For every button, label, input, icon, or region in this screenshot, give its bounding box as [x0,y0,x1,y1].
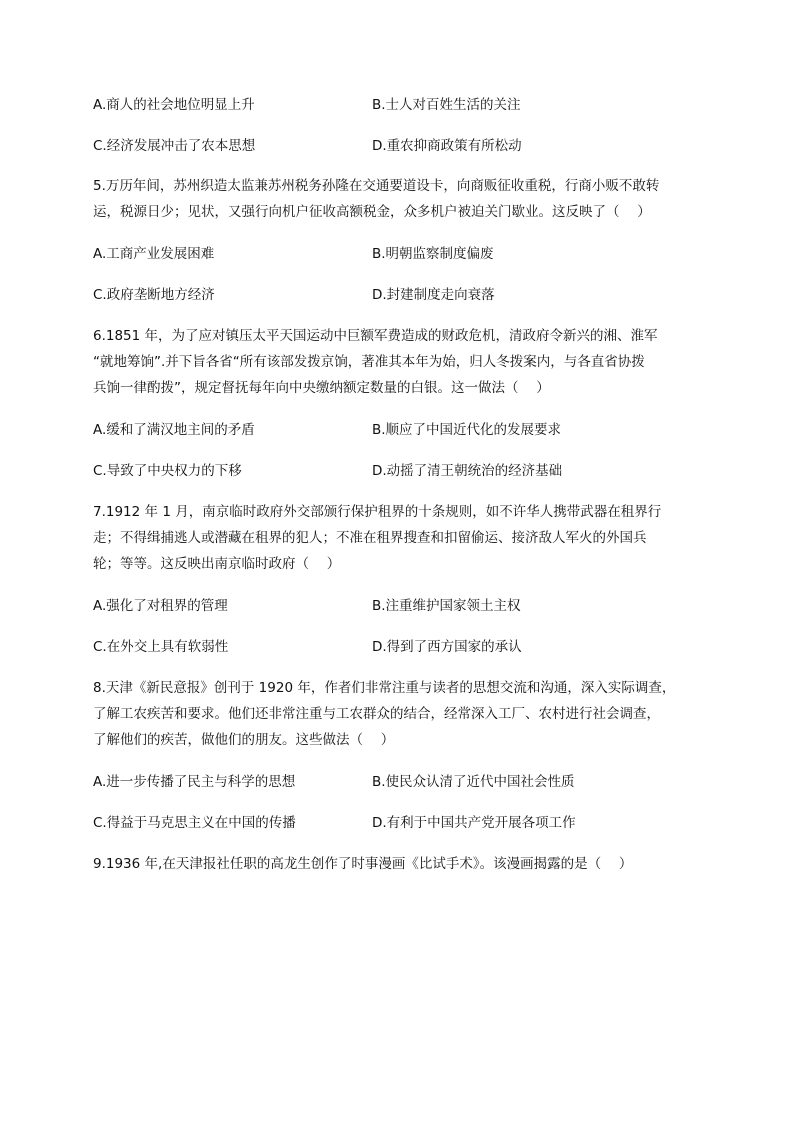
q7-option-a: A.强化了对租界的管理 [93,598,228,614]
q4-option-b: B.士人对百姓生活的关注 [372,97,521,113]
q5-option-b: B.明朝监察制度偏废 [372,246,494,262]
q4-option-c: C.经济发展冲击了农本思想 [93,138,256,154]
q6-option-c: C.导致了中央权力的下移 [93,463,242,479]
q4-option-d: D.重农抑商政策有所松动 [372,138,522,154]
q6-stem-line-1: 6.1851 年，为了应对镇压太平天国运动中巨额军费造成的财政危机，清政府令新兴的湘、淮军 [93,328,658,344]
q7-stem-line-3: 轮；等等。这反映出南京临时政府（ ） [93,556,341,572]
q6-option-b: B.顺应了中国近代化的发展要求 [372,422,562,438]
q8-option-d: D.有利于中国共产党开展各项工作 [372,815,576,831]
q7-option-b: B.注重维护国家领土主权 [372,598,521,614]
q6-stem-line-2: “就地筹饷”.并下旨各省“所有该部发拨京饷，著准其本年为始，归人冬拨案内，与各直省协拨 [93,354,645,370]
q6-option-d: D.动摇了清王朝统治的经济基础 [372,463,563,479]
q8-option-b: B.使民众认清了近代中国社会性质 [372,774,575,790]
q5-stem-line-2: 运，税源日少；见状，又强行向机户征收高额税金，众多机户被迫关门歇业。这反映了（ ） [93,204,651,220]
q8-stem-line-2: 了解工农疾苦和要求。他们还非常注重与工农群众的结合，经常深入工厂、农村进行社会调查， [93,706,660,722]
q8-stem-line-1: 8.天津《新民意报》创刊于 1920 年，作者们非常注重与读者的思想交流和沟通，深入实际调查， [93,680,676,696]
q5-option-d: D.封建制度走向衰落 [372,287,495,303]
q6-option-a: A.缓和了满汉地主间的矛盾 [93,422,255,438]
q8-stem-line-3: 了解他们的疾苦，做他们的朋友。这些做法（ ） [93,732,395,748]
q7-stem-line-2: 走；不得缉捕逃人或潜藏在租界的犯人；不准在租界搜查和扣留偷运、接济敌人军火的外国兵 [93,530,647,546]
q7-option-d: D.得到了西方国家的承认 [372,639,522,655]
q7-stem-line-1: 7.1912 年 1 月，南京临时政府外交部颁行保护租界的十条规则，如不许华人携带武器在租界行 [93,504,662,520]
q8-option-a: A.进一步传播了民主与科学的思想 [93,774,296,790]
q5-stem-line-1: 5.万历年间，苏州织造太监兼苏州税务孙隆在交通要道设卡，向商贩征收重税，行商小贩不敢转 [93,178,660,194]
q7-option-c: C.在外交上具有软弱性 [93,639,229,655]
q9-stem-line-1: 9.1936 年,在天津报社任职的高龙生创作了时事漫画《比试手术》。该漫画揭露的是（ ） [93,856,633,872]
q5-option-c: C.政府垄断地方经济 [93,287,215,303]
q6-stem-line-3: 兵饷一律酌拨”，规定督抚每年向中央缴纳额定数量的白银。这一做法（ ） [93,380,550,396]
q5-option-a: A.工商产业发展困难 [93,246,215,262]
q4-option-a: A.商人的社会地位明显上升 [93,97,255,113]
q8-option-c: C.得益于马克思主义在中国的传播 [93,815,296,831]
